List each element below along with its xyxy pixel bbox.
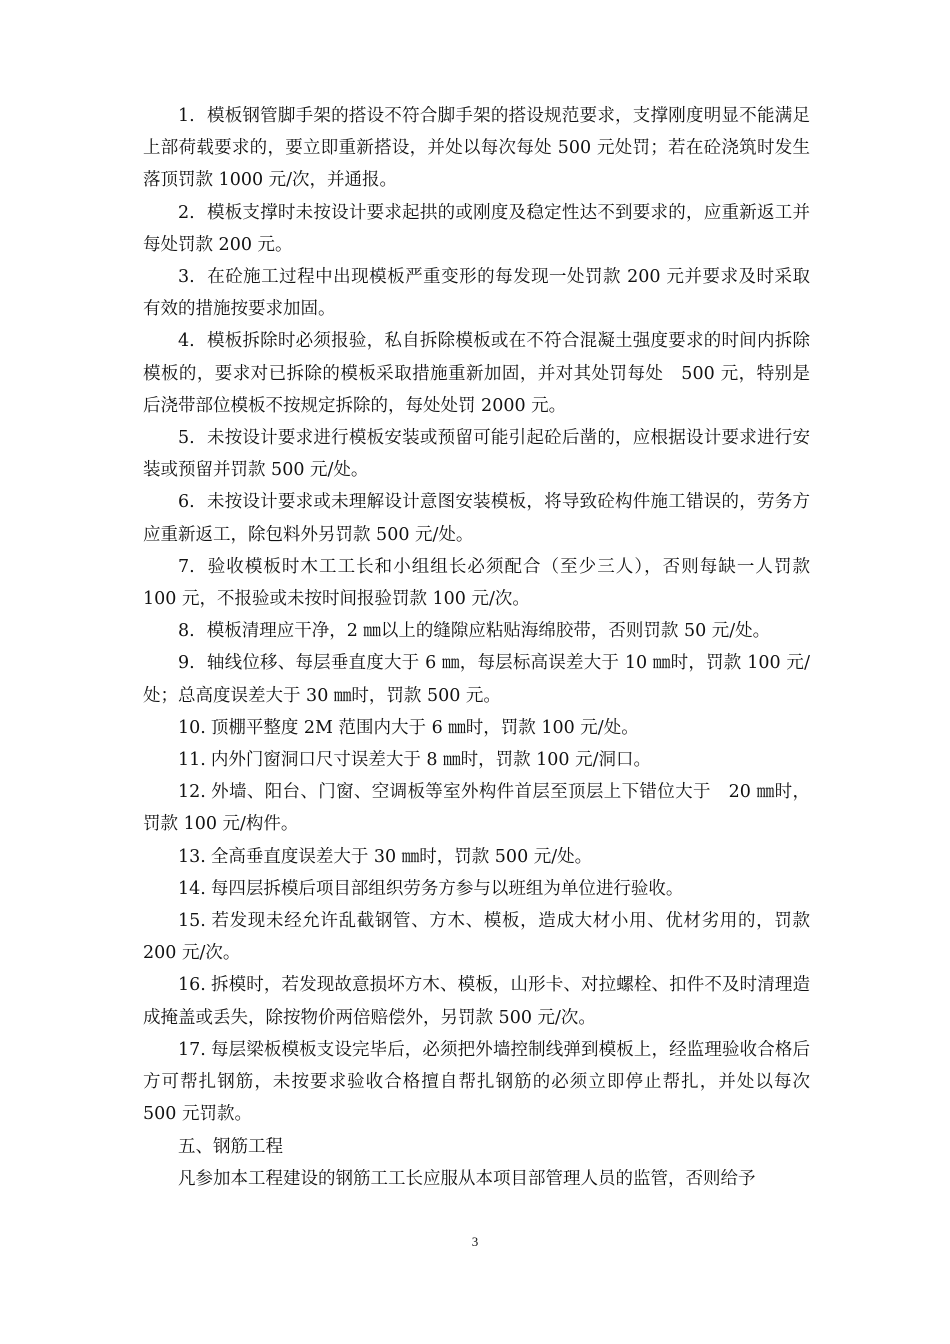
item-text: 模板拆除时必须报验，私自拆除模板或在不符合混凝土强度要求的时间内拆除模板的，要求对已拆除的模板采取措施重新加固，并对其处罚每处 500 元，特别是后浇带部位模板不按规定拆除的，每处处罚 2000 元。 <box>143 331 810 416</box>
item-text: 外墙、阳台、门窗、空调板等室外构件首层至顶层上下错位大于 20 ㎜时，罚款 100 元/构件。 <box>143 782 810 835</box>
list-item <box>143 873 810 905</box>
item-text: 模板清理应干净，2 ㎜以上的缝隙应粘贴海绵胶带，否则罚款 50 元/处。 <box>206 621 771 642</box>
list-item <box>143 647 810 711</box>
list-item <box>143 969 810 1033</box>
page-number: 3 <box>471 1234 479 1249</box>
item-number: 12. <box>178 782 206 803</box>
item-text: 验收模板时木工工长和小组组长必须配合（至少三人），否则每缺一人罚款 100 元，不报验或未按时间报验罚款 100 元/次。 <box>143 556 810 610</box>
list-item <box>143 486 810 550</box>
list-item <box>143 551 810 615</box>
item-number: 9. <box>178 653 195 674</box>
item-number: 4. <box>178 331 195 352</box>
list-item <box>143 100 810 197</box>
item-number: 11. <box>178 750 206 771</box>
list-item <box>143 1034 810 1131</box>
page-content <box>143 100 810 1195</box>
item-text: 轴线位移、每层垂直度大于 6 ㎜，每层标高误差大于 10 ㎜时，罚款 100 元/处；总高度误差大于 30 ㎜时，罚款 500 元。 <box>143 653 810 706</box>
item-text: 每四层拆模后项目部组织劳务方参与以班组为单位进行验收。 <box>210 878 684 899</box>
item-text: 模板钢管脚手架的搭设不符合脚手架的搭设规范要求，支撑刚度明显不能满足上部荷载要求的，要立即重新搭设，并处以每次每处 500 元处罚；若在砼浇筑时发生落顶罚款 1000 元/次，并通报。 <box>143 106 810 191</box>
item-number: 14. <box>178 878 206 899</box>
list-item <box>143 197 810 261</box>
item-number: 17. <box>178 1039 206 1060</box>
item-text: 全高垂直度误差大于 30 ㎜时，罚款 500 元/处。 <box>210 846 593 867</box>
list-item <box>143 422 810 486</box>
list-item <box>143 841 810 873</box>
item-number: 7. <box>178 556 195 577</box>
section-heading: 五、钢筋工程 <box>178 1136 283 1157</box>
list-item <box>143 261 810 325</box>
item-text: 内外门窗洞口尺寸误差大于 8 ㎜时，罚款 100 元/洞口。 <box>210 750 652 771</box>
item-number: 6. <box>178 492 195 513</box>
item-number: 10. <box>178 717 206 738</box>
item-number: 1. <box>178 106 195 126</box>
list-item <box>143 712 810 744</box>
list-item <box>143 615 810 647</box>
item-text: 模板支撑时未按设计要求起拱的或刚度及稳定性达不到要求的，应重新返工并每处罚款 200 元。 <box>143 202 810 255</box>
item-text: 在砼施工过程中出现模板严重变形的每发现一处罚款 200 元并要求及时采取有效的措施按要求加固。 <box>143 267 810 320</box>
item-number: 16. <box>178 975 206 996</box>
item-text: 若发现未经允许乱截钢管、方木、模板，造成大材小用、优材劣用的，罚款 200 元/次。 <box>143 911 810 964</box>
closing-paragraph: 凡参加本工程建设的钢筋工工长应服从本项目部管理人员的监管，否则给予 <box>178 1168 756 1189</box>
item-text: 拆模时，若发现故意损坏方木、模板，山形卡、对拉螺栓、扣件不及时清理造成掩盖或丢失，除按物价两倍赔偿外，另罚款 500 元/次。 <box>143 975 810 1028</box>
item-number: 5. <box>178 428 195 449</box>
item-number: 15. <box>178 911 206 932</box>
item-text: 顶棚平整度 2M 范围内大于 6 ㎜时，罚款 100 元/处。 <box>210 717 639 738</box>
list-item <box>143 905 810 969</box>
item-number: 8. <box>178 621 195 642</box>
item-text: 未按设计要求进行模板安装或预留可能引起砼后凿的，应根据设计要求进行安装或预留并罚款 500 元/处。 <box>143 428 810 481</box>
item-number: 2. <box>178 202 195 223</box>
item-number: 13. <box>178 846 206 867</box>
list-item <box>143 325 810 422</box>
item-text: 每层梁板模板支设完毕后，必须把外墙控制线弹到模板上，经监理验收合格后方可帮扎钢筋，未按要求验收合格擅自帮扎钢筋的必须立即停止帮扎，并处以每次 500 元罚款。 <box>143 1039 810 1125</box>
list-item <box>143 744 810 776</box>
item-number: 3. <box>178 267 195 288</box>
list-item <box>143 776 810 840</box>
item-text: 未按设计要求或未理解设计意图安装模板，将导致砼构件施工错误的，劳务方应重新返工，除包料外另罚款 500 元/处。 <box>143 492 810 545</box>
